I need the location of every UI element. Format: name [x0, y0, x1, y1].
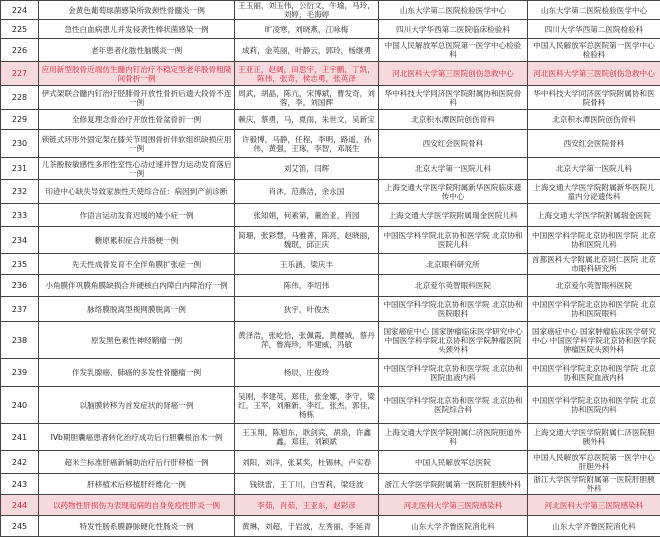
- case-title: 锁链式环形外固定架在膝关节周围骨折伴软组织缺损应用一例: [39, 130, 235, 158]
- table-row: [1, 1, 660, 20]
- case-unit-2: 西安红会医院骨科: [528, 130, 660, 158]
- case-unit-2: 山东大学齐鲁医院消化科: [528, 516, 660, 537]
- case-unit: 西安红会医院骨科: [379, 130, 528, 158]
- case-title: 脉络膜脱离型视网膜脱离一例: [39, 297, 235, 322]
- case-unit: 华中科技大学同济医学院附属协和医院骨科: [379, 86, 528, 110]
- case-unit-2: 山东大学第二医院检验医学中心: [528, 1, 660, 20]
- case-title: 伴发乳腺癌、肺癌的多发性骨髓瘤一例: [39, 359, 235, 387]
- case-unit: 中国人民解放军总医院第一医学中心检验科: [379, 39, 528, 62]
- table-row: [1, 451, 660, 474]
- case-authors: 肖沐，范燕洁，余永国: [235, 180, 379, 204]
- case-unit-2: 上海交通大学医学院附属新华医院儿童内分泌遗传科: [528, 180, 660, 204]
- case-title: 以药物性肝损伤为表现起病的自身免疫性肝炎一例: [39, 495, 235, 516]
- case-unit: 上海交通大学医学院附属新华医院临床遗传中心: [379, 180, 528, 204]
- case-authors: 杨辰，庄俊玲: [235, 359, 379, 387]
- case-authors: 王玉翔，陈旭东，耿剑宾，胡泉，许鑫鑫，郑佳，刘颖斌: [235, 424, 379, 451]
- case-authors: 黄琳，刘超，于岩波，左秀丽，李延青: [235, 516, 379, 537]
- case-authors: 王玉丽，刘玉伟，公衍文，牛瑜，马玲，刘婷，毛海婷: [235, 1, 379, 20]
- row-number: 243: [1, 474, 39, 495]
- case-unit-2: 河北医科大学第三医院创伤急救中心: [528, 62, 660, 86]
- case-unit: 北京积水潭医院创伤骨科: [379, 110, 528, 130]
- case-unit: 河北医科大学第三医院创伤急救中心: [379, 62, 528, 86]
- case-authors: 许毅博，马静，任程，李明，路遥，孙伟，黄强，王琢，李智，邓展生: [235, 130, 379, 158]
- case-authors: 旷凌寒，刘晓燕，江咏梅: [235, 20, 379, 39]
- case-title: 糖原累积症合并肠梗一例: [39, 227, 235, 254]
- table-row: [1, 495, 660, 516]
- case-unit: 中国医学科学院北京协和医学院 北京协和医院血液内科: [379, 359, 528, 387]
- row-number: 228: [1, 86, 39, 110]
- case-unit: 上海交通大学医学院附属瑞金医院儿科: [379, 204, 528, 227]
- case-unit-2: 北京爱尔英智眼科医院: [528, 275, 660, 297]
- case-authors: 王亚正，赵阔，田思宇，王宇鹏，丁凯，陈伟，张奇，侯志勇，张英泽: [235, 62, 379, 86]
- case-unit: 山东大学齐鲁医院消化科: [379, 516, 528, 537]
- table-row: [1, 322, 660, 359]
- table-row: [1, 20, 660, 39]
- table-row: [1, 130, 660, 158]
- case-unit: 国家癌症中心 国家肿瘤临床医学研究中心 中国医学科学院北京协和医学院肿瘤医院头颈外科: [379, 322, 528, 359]
- case-unit: 山东大学第二医院检验医学中心: [379, 1, 528, 20]
- row-number: 244: [1, 495, 39, 516]
- case-unit: 北京眼科研究所: [379, 254, 528, 275]
- case-authors: 王乐涵，梁庆丰: [235, 254, 379, 275]
- table-row: [1, 86, 660, 110]
- case-title: 应用新型胶骨近端仿生髓内钉治疗不稳定型老年股骨粗隆间骨折一例: [39, 62, 235, 86]
- case-authors: 张知娟，何素第，董治亚，肖园: [235, 204, 379, 227]
- row-number: 226: [1, 39, 39, 62]
- case-unit-2: 上海交通大学医学院附属瑞金医院: [528, 204, 660, 227]
- case-authors: 赖庆，蔡勇，马，夏雨，朱世文，吴新宝: [235, 110, 379, 130]
- table-row: [1, 204, 660, 227]
- table-row: [1, 180, 660, 204]
- table-row: [1, 62, 660, 86]
- table-row: [1, 275, 660, 297]
- case-unit-2: 北京积水潭医院创伤骨科: [528, 110, 660, 130]
- table-row: [1, 254, 660, 275]
- case-unit: 中国医学科学院北京协和医学院 北京协和医院儿科: [379, 227, 528, 254]
- case-unit-2: 中国人民解放军总医院第一医学中心肝胆外科: [528, 451, 660, 474]
- case-unit-2: 中国医学科学院北京协和医学院 北京协和医院儿科: [528, 227, 660, 254]
- row-number: 239: [1, 359, 39, 387]
- case-unit-2: 浙江大学医学院附属第一医院肝胆胰外科: [528, 474, 660, 495]
- case-authors: 钱铁雷，王丁川，白雪莉，梁廷波: [235, 474, 379, 495]
- case-authors: 刘艾笛，闫辉: [235, 158, 379, 180]
- case-title: 原发黑色素性神经鞘瘤一例: [39, 322, 235, 359]
- table-row: [1, 474, 660, 495]
- row-number: 235: [1, 254, 39, 275]
- case-title: 小角膜伴巩膜角膜缺损合并硬核白内障白内障治疗一例: [39, 275, 235, 297]
- table-row: [1, 158, 660, 180]
- case-unit: 上海交通大学医学院附属仁济医院胆道外科: [379, 424, 528, 451]
- row-number: 224: [1, 1, 39, 20]
- table-row: [1, 387, 660, 424]
- table-row: [1, 110, 660, 130]
- table-row: [1, 359, 660, 387]
- row-number: 236: [1, 275, 39, 297]
- case-authors: 狄宇，叶俊杰: [235, 297, 379, 322]
- case-title: 印迹中心缺失导致家族性天使综合征：病因到产前诊断: [39, 180, 235, 204]
- case-title: 肝移植术后移植肝纤维化一例: [39, 474, 235, 495]
- case-unit: 北京爱尔英智眼科医院: [379, 275, 528, 297]
- table-row: [1, 39, 660, 62]
- case-authors: 黄泽浩，张屹恰，张佩霞，黄樱城，蔡丹萍，鲁海珍，毕建威，冯敏: [235, 322, 379, 359]
- table-row: [1, 227, 660, 254]
- row-number: 242: [1, 451, 39, 474]
- case-authors: 成莉，金英丽，叶静云，郭玲，杨继勇: [235, 39, 379, 62]
- row-number: 245: [1, 516, 39, 537]
- case-unit-2: 河北医科大学第三医院感染科: [528, 495, 660, 516]
- case-unit-2: 首都医科大学附属北京同仁医院 北京市眼科研究所: [528, 254, 660, 275]
- row-number: 230: [1, 130, 39, 158]
- case-unit: 中国医学科学院北京协和医学院 北京协和医院眼科: [379, 297, 528, 322]
- case-unit-2: 中国医学科学院北京协和医学院 北京协和医院血液内科: [528, 359, 660, 387]
- case-unit-2: 中国人民解放军总医院第一医学中心检验科: [528, 39, 660, 62]
- case-title: IVb期胆囊癌患者转化治疗成功后行胆囊根治术一例: [39, 424, 235, 451]
- case-title: 先天性成骨发育不全伴角膜扩张症一例: [39, 254, 235, 275]
- case-unit-2: 国家癌症中心 国家肿瘤临床医学研究中心 中国医学科学院北京协和医学院肿瘤医院头颈外科: [528, 322, 660, 359]
- row-number: 234: [1, 227, 39, 254]
- row-number: 237: [1, 297, 39, 322]
- row-number: 231: [1, 158, 39, 180]
- case-unit-2: 四川大学华西第二医院检验科: [528, 20, 660, 39]
- case-authors: 简珊，张彩慧，马雅菁，陈亮，赵晓丽，魏珉，邱正庆: [235, 227, 379, 254]
- case-unit: 四川大学华西第二医院临床检验科: [379, 20, 528, 39]
- row-number: 240: [1, 387, 39, 424]
- case-unit-2: 北京大学第一医院儿科: [528, 158, 660, 180]
- case-authors: 周武，胡晶，陈亢，宋博斌，曹发奇，刘蓉，李，刘国辉: [235, 86, 379, 110]
- row-number: 232: [1, 180, 39, 204]
- case-title: 老年患者化脓性脑膜炎一例: [39, 39, 235, 62]
- case-unit: 北京大学第一医院儿科: [379, 158, 528, 180]
- case-title: 超米兰标准肝癌新辅助治疗后行肝移植一例: [39, 451, 235, 474]
- case-authors: 李茹，肖茹，王亚东，赵彩彦: [235, 495, 379, 516]
- case-unit: 中国医学科学院北京协和医学院 北京协和医院综合科: [379, 387, 528, 424]
- row-number: 241: [1, 424, 39, 451]
- case-authors: 陈伟，李绍伟: [235, 275, 379, 297]
- row-number: 229: [1, 110, 39, 130]
- case-title: 以脑膜转移为首发症状的肾癌一例: [39, 387, 235, 424]
- row-number: 227: [1, 62, 39, 86]
- case-title: 特发性肠系膜静脉硬化性肠炎一例: [39, 516, 235, 537]
- case-authors: 刘阳，刘洋，张某奖，杜锡林，卢实春: [235, 451, 379, 474]
- case-title: 全修复理念骨治疗开放性骨盆骨折一例: [39, 110, 235, 130]
- table-row: [1, 424, 660, 451]
- case-unit-2: 上海交通大学医学院附属仁济医院胆胰外科: [528, 424, 660, 451]
- case-authors: 吴刚，李建英，郑佳，张金娜，李守，梁红，王军，刘雁新，李红，张杰，郭佳，杨栋: [235, 387, 379, 424]
- case-unit: 浙江大学医学院附属第一医院肝胆胰外科: [379, 474, 528, 495]
- case-title: 急性白血病患儿并发侵袭性棒状菌感染一例: [39, 20, 235, 39]
- row-number: 238: [1, 322, 39, 359]
- row-number: 225: [1, 20, 39, 39]
- case-unit: 河北医科大学第三医院感染科: [379, 495, 528, 516]
- case-title: 金黄色葡萄球菌感染所致颈性骨髓炎一例: [39, 1, 235, 20]
- table-row: [1, 297, 660, 322]
- case-unit-2: 中国医学科学院北京协和医学院 北京协和医院内科: [528, 387, 660, 424]
- case-title: 伊式架联合髓内钉治疗胫腓骨开放性骨折后遗大段骨不连一例: [39, 86, 235, 110]
- row-number: 233: [1, 204, 39, 227]
- case-unit: 中国人民解放军总医院: [379, 451, 528, 474]
- case-unit-2: 华中科技大学同济医学院附属协和医院骨科: [528, 86, 660, 110]
- case-title: 儿茶酚胺敏感性多形性室性心动过速并智力运动发育落后一例: [39, 158, 235, 180]
- case-unit-2: 中国医学科学院北京协和医学院 北京协和医院眼科: [528, 297, 660, 322]
- case-title: 作语言运动发育迟缓的矮小症一例: [39, 204, 235, 227]
- table-row: [1, 516, 660, 537]
